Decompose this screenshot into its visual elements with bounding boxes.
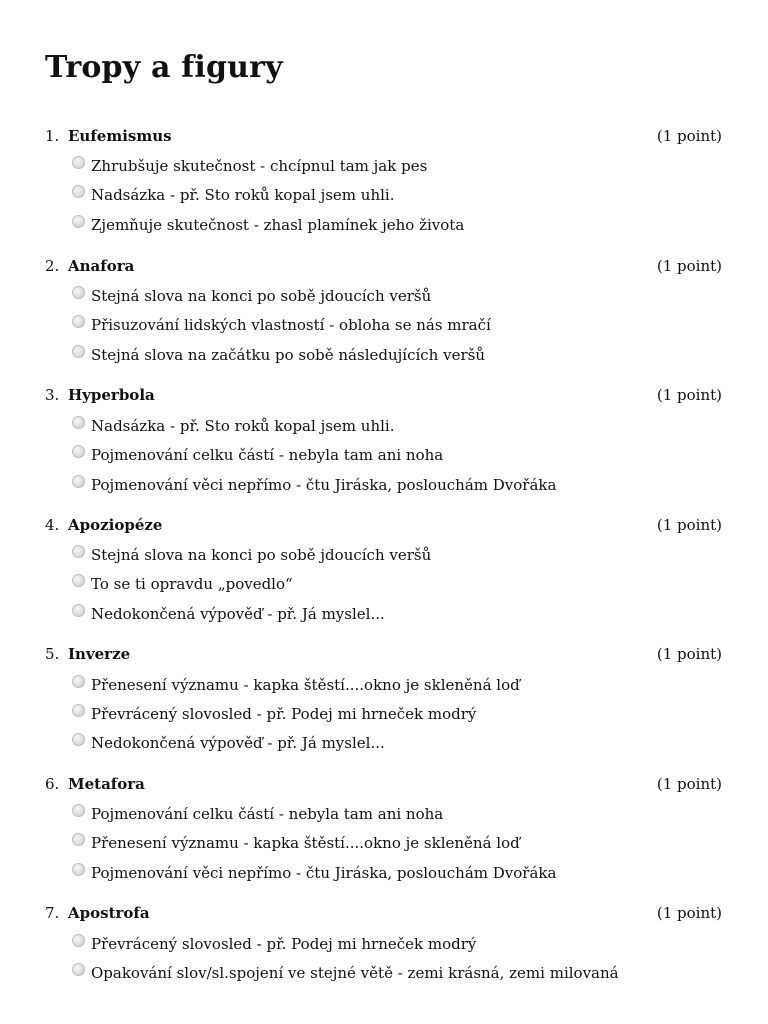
question-header bbox=[0, 125, 768, 147]
question-title: Apoziopéze bbox=[68, 516, 163, 534]
question-number: 7. bbox=[45, 904, 60, 922]
question-number: 5. bbox=[45, 645, 60, 663]
answer-option-label: Převrácený slovosled - př. Podej mi hrneček modrý bbox=[91, 935, 477, 953]
question-number: 1. bbox=[45, 127, 60, 145]
answer-option-label: Stejná slova na konci po sobě jdoucích veršů bbox=[91, 546, 432, 564]
answer-option-label: Nedokončená výpověď - př. Já myslel... bbox=[91, 734, 385, 752]
question-7 bbox=[0, 902, 768, 982]
page-title: Tropy a figury bbox=[45, 50, 283, 85]
question-header bbox=[0, 384, 768, 406]
question-points: (1 point) bbox=[656, 257, 722, 275]
radio-button[interactable] bbox=[72, 345, 85, 358]
question-points: (1 point) bbox=[656, 516, 722, 534]
question-5 bbox=[0, 643, 768, 752]
radio-button[interactable] bbox=[72, 604, 85, 617]
question-points: (1 point) bbox=[656, 904, 722, 922]
radio-button[interactable] bbox=[72, 215, 85, 228]
radio-button[interactable] bbox=[72, 733, 85, 746]
answer-option-label: Zhrubšuje skutečnost - chcípnul tam jak pes bbox=[91, 157, 428, 175]
answer-option-label: Nedokončená výpověď - př. Já myslel... bbox=[91, 605, 385, 623]
question-header bbox=[0, 643, 768, 665]
radio-button[interactable] bbox=[72, 804, 85, 817]
question-header bbox=[0, 514, 768, 536]
question-points: (1 point) bbox=[656, 775, 722, 793]
radio-button[interactable] bbox=[72, 156, 85, 169]
question-title: Metafora bbox=[68, 775, 145, 793]
question-6 bbox=[0, 773, 768, 882]
answer-option-label: Stejná slova na konci po sobě jdoucích veršů bbox=[91, 287, 432, 305]
question-title: Anafora bbox=[68, 257, 135, 275]
question-number: 6. bbox=[45, 775, 60, 793]
question-points: (1 point) bbox=[656, 645, 722, 663]
question-1 bbox=[0, 125, 768, 234]
question-title: Hyperbola bbox=[68, 386, 155, 404]
radio-button[interactable] bbox=[72, 934, 85, 947]
question-title: Inverze bbox=[68, 645, 131, 663]
radio-button[interactable] bbox=[72, 963, 85, 976]
answer-option-label: Opakování slov/sl.spojení ve stejné větě - zemi krásná, zemi milovaná bbox=[91, 964, 619, 982]
question-points: (1 point) bbox=[656, 386, 722, 404]
answer-option-label: Přenesení významu - kapka štěstí....okno je skleněná loď bbox=[91, 834, 520, 852]
radio-button[interactable] bbox=[72, 445, 85, 458]
question-2 bbox=[0, 255, 768, 364]
question-header bbox=[0, 773, 768, 795]
answer-option-label: Pojmenování celku částí - nebyla tam ani noha bbox=[91, 805, 444, 823]
question-points: (1 point) bbox=[656, 127, 722, 145]
answer-option-label: Přisuzování lidských vlastností - obloha se nás mračí bbox=[91, 316, 491, 334]
radio-button[interactable] bbox=[72, 675, 85, 688]
answer-option-label: Zjemňuje skutečnost - zhasl plamínek jeho života bbox=[91, 216, 465, 234]
radio-button[interactable] bbox=[72, 574, 85, 587]
answer-option-label: Převrácený slovosled - př. Podej mi hrneček modrý bbox=[91, 705, 477, 723]
question-number: 4. bbox=[45, 516, 60, 534]
radio-button[interactable] bbox=[72, 704, 85, 717]
radio-button[interactable] bbox=[72, 185, 85, 198]
radio-button[interactable] bbox=[72, 416, 85, 429]
answer-option-label: To se ti opravdu „povedlo“ bbox=[91, 575, 293, 593]
question-title: Eufemismus bbox=[68, 127, 172, 145]
answer-option-label: Pojmenování věci nepřímo - čtu Jiráska, poslouchám Dvořáka bbox=[91, 864, 557, 882]
answer-option-label: Nadsázka - př. Sto roků kopal jsem uhli. bbox=[91, 186, 395, 204]
radio-button[interactable] bbox=[72, 545, 85, 558]
radio-button[interactable] bbox=[72, 475, 85, 488]
radio-button[interactable] bbox=[72, 286, 85, 299]
question-4 bbox=[0, 514, 768, 623]
question-title: Apostrofa bbox=[68, 904, 150, 922]
question-number: 3. bbox=[45, 386, 60, 404]
answer-option-label: Stejná slova na začátku po sobě následujících veršů bbox=[91, 346, 485, 364]
answer-option-label: Přenesení významu - kapka štěstí....okno je skleněná loď bbox=[91, 676, 520, 694]
radio-button[interactable] bbox=[72, 315, 85, 328]
radio-button[interactable] bbox=[72, 863, 85, 876]
question-header bbox=[0, 255, 768, 277]
question-3 bbox=[0, 384, 768, 494]
answer-option-label: Pojmenování věci nepřímo - čtu Jiráska, poslouchám Dvořáka bbox=[91, 476, 557, 494]
radio-button[interactable] bbox=[72, 833, 85, 846]
question-number: 2. bbox=[45, 257, 60, 275]
answer-option-label: Pojmenování celku částí - nebyla tam ani noha bbox=[91, 446, 444, 464]
answer-option-label: Nadsázka - př. Sto roků kopal jsem uhli. bbox=[91, 417, 395, 435]
question-header bbox=[0, 902, 768, 924]
